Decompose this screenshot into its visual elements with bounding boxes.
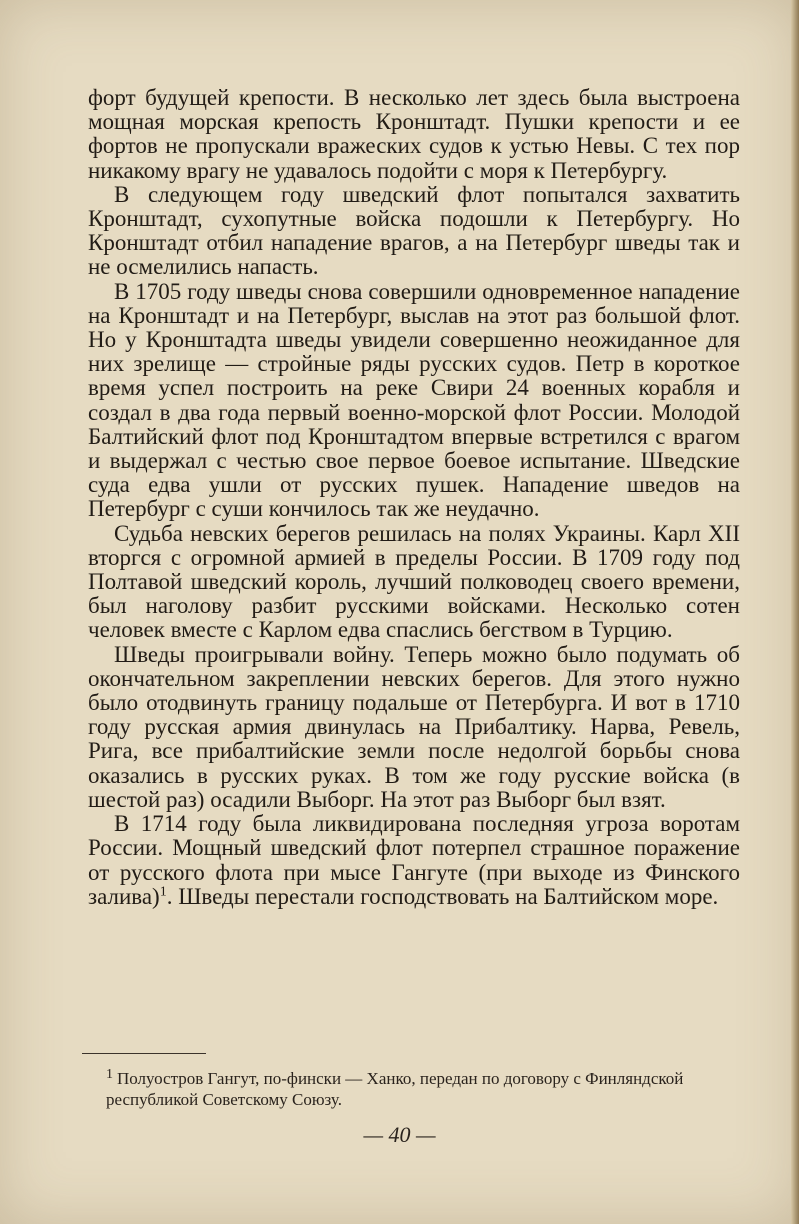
paragraph-6 <box>88 812 740 909</box>
footnote-mark: 1 <box>106 1067 113 1082</box>
paragraph-1: форт будущей крепости. В несколько лет здесь была выстроена мощная морская крепость Кронштадт. Пушки крепости и ее фортов не пропускали вражеских судов к устью Невы. С тех пор никакому врагу не удавалось подойти с моря к Петербургу. <box>88 85 740 183</box>
paragraph-4: Судьба невских берегов решилась на полях Украины. Карл XII вторгся с огромной армией в пределы России. В 1709 году под Полтавой шведский король, лучший полководец своего времени, был наголову разбит русскими войсками. Несколько сотен человек вместе с Карлом едва спаслись бегством в Турцию. <box>88 520 740 643</box>
page-number: — 40 — <box>363 1122 436 1147</box>
paragraph-2: В следующем году шведский флот попытался захватить Кронштадт, сухопутные войска подошли к Петербургу. Но Кронштадт отбил нападение врагов, а на Петербург шведы так и не осмелились напасть. <box>88 181 740 280</box>
paragraph-3: В 1705 году шведы снова совершили одновременное нападение на Кронштадт и на Петербург, выслав на этот раз большой флот. Но у Кронштадта шведы увидели совершенно неожиданное для них зрелище — стройные ряды русских судов. Петр в короткое время успел построить на реке Свири 24 военных корабля и создал в два года первый военно-морской флот России. Молодой Балтийский флот под Кронштадтом впервые встретился с врагом и выдержал с честью свое первое боевое испытание. Шведские суда едва ушли от русских пушек. Нападение шведов на Петербург с суши кончилось так же неудачно. <box>88 278 740 522</box>
footnote-divider <box>82 1053 206 1054</box>
paragraph-6-text: В 1714 году была ликвидирована последняя угроза воротам России. Мощный шведский флот потерпел страшное поражение от русского флота при мысе Гангуте (при выходе из Финского залива) <box>88 811 740 909</box>
main-text <box>88 86 740 909</box>
page-edge <box>791 0 799 1224</box>
paragraph-5: Шведы проигрывали войну. Теперь можно было подумать об окончательном закреплении невских берегов. Для этого нужно было отодвинуть границу подальше от Петербурга. И вот в 1710 году русская армия двинулась на Прибалтику. Нарва, Ревель, Рига, все прибалтийские земли после недолгой борьбы снова оказались в русских руках. В том же году русские войска (в шестой раз) осадили Выборг. На этот раз Выборг был взят. <box>88 641 740 812</box>
footnote <box>106 1068 746 1110</box>
footnote-text: Полуостров Гангут, по-фински — Ханко, передан по договору с Финляндской республикой Советскому Союзу. <box>106 1069 684 1109</box>
paragraph-6-tail: . Шведы перестали господствовать на Балтийском море. <box>166 883 719 909</box>
footnote-reference: 1 <box>159 884 167 900</box>
